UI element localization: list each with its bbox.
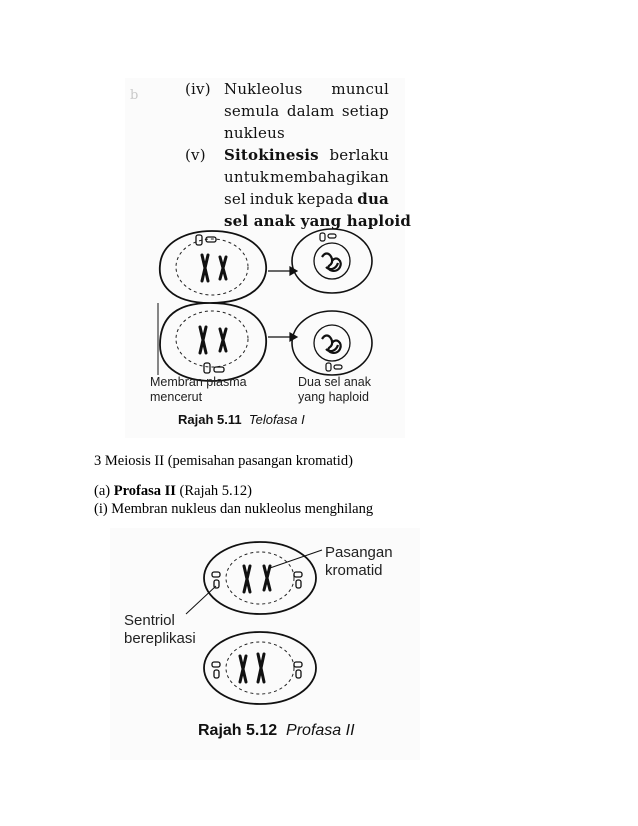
label-kromatid: kromatid <box>325 562 383 579</box>
point-i: (i) Membran nukleus dan nukleolus menghilang <box>94 501 374 517</box>
section-heading: 3 Meiosis II (pemisahan pasangan kromatid) <box>94 453 353 469</box>
list-item-iv-line-2: semula dalam setiap <box>224 102 389 120</box>
list-item-v-number: (v) <box>185 146 206 164</box>
label-dua-sel-line-1: Dua sel anak <box>298 375 371 389</box>
label-dua-sel-line-2: yang haploid <box>298 390 369 404</box>
prophase-ii-diagram <box>200 540 320 710</box>
list-item-v-line-3: sel induk kepada dua <box>224 190 389 208</box>
prophase-centrioles <box>212 572 302 678</box>
figure-5-11-caption: Rajah 5.11 Telofasa I <box>178 412 305 427</box>
telophase-i-diagram <box>140 225 390 385</box>
figure-5-12-caption: Rajah 5.12 Profasa II <box>198 722 355 739</box>
kromatid-label-pointer <box>270 550 322 568</box>
prophase-nucleus-upper <box>226 552 294 604</box>
label-membran-plasma-line-1: Membran plasma <box>150 375 247 389</box>
label-bereplikasi: bereplikasi <box>124 630 196 647</box>
list-item-iv-line-3: nukleus <box>224 124 285 142</box>
prophase-chromatids-lower <box>240 654 264 682</box>
label-pasangan: Pasangan <box>325 544 393 561</box>
bleed-through-text: b <box>130 88 139 103</box>
upper-chromosomes <box>202 255 226 281</box>
chromatin-lower <box>322 335 341 352</box>
pinching-parent-cell <box>160 231 266 381</box>
lower-nucleus-outline <box>176 311 248 367</box>
lower-chromosomes <box>200 327 226 353</box>
label-membran-plasma-line-2: mencerut <box>150 390 203 404</box>
prophase-chromatids-upper <box>244 566 270 592</box>
list-item-v-line-1: Sitokinesis berlaku <box>224 146 389 164</box>
list-item-iv-line-1: Nukleolus muncul <box>224 80 389 98</box>
list-item-v-line-4: sel anak yang haploid <box>224 212 412 230</box>
subsection-heading: (a) Profasa II (Rajah 5.12) <box>94 483 252 499</box>
arrows <box>268 267 297 341</box>
label-sentriol: Sentriol <box>124 612 175 629</box>
prophase-cell-upper <box>204 542 316 614</box>
chromatin-upper <box>322 253 341 270</box>
list-item-iv-number: (iv) <box>185 80 211 98</box>
list-item-v-line-2: untuk membahagikan <box>224 168 389 186</box>
upper-nucleus-outline <box>176 239 248 295</box>
